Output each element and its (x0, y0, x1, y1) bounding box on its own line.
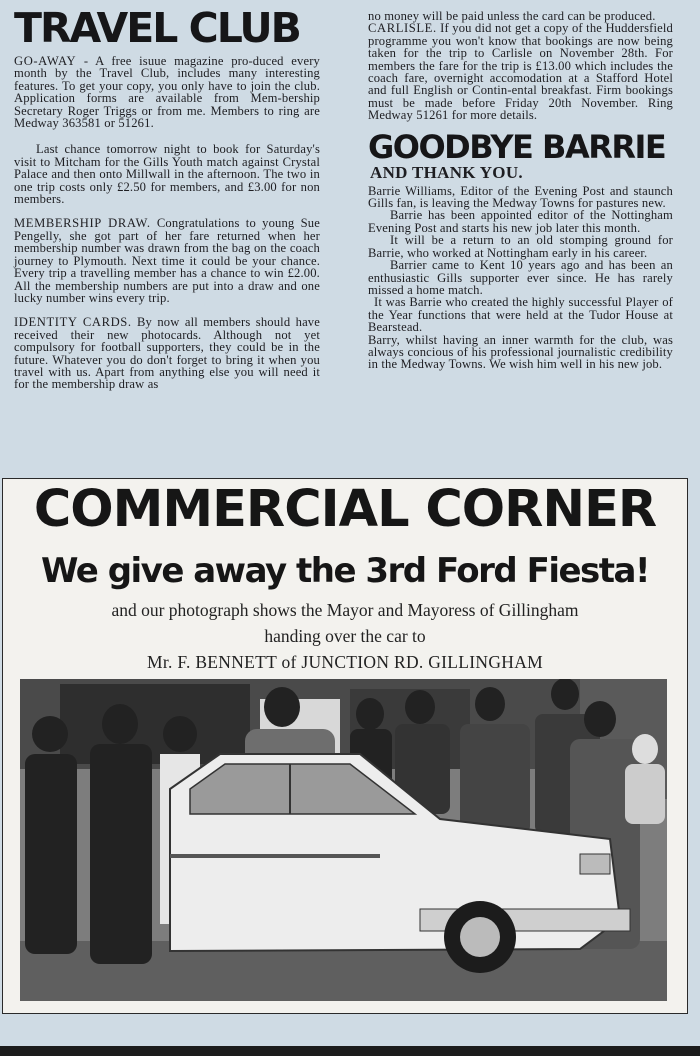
barrie-paragraph-3: It will be a return to an old stomping ground for Barrie, who worked at Nottingham early in his career. (368, 233, 673, 260)
goodbye-barrie-heading: GOODBYE BARRIE (368, 127, 666, 166)
identity-cards-text: By now all members should have received their new photocards. Although not yet compulsory for football supporters, they could be in the future. Whatever you do don't forget to bring it when you travel with us. Apart from anything else you will need it for the membership draw as (14, 315, 320, 392)
barrie-paragraph-2: Barrie has been appointed editor of the Nottingham Evening Post and starts his new job later this month. (368, 208, 673, 235)
photo-caption-line-1: and our photograph shows the Mayor and Mayoress of Gillingham (111, 600, 579, 620)
car-handover-photo (20, 679, 667, 1001)
travel-club-column (14, 6, 320, 399)
continued-paragraph: no money will be paid unless the card can be produced. (368, 9, 656, 23)
photo-caption-line-2: handing over the car to (264, 626, 426, 646)
membership-draw-paragraph (14, 217, 320, 304)
goaway-lead: GO-AWAY (14, 54, 77, 68)
barrie-paragraph-5: It was Barrie who created the highly successful Player of the Year functions that were held at the Tudor House at Bearstead. (368, 295, 673, 335)
identity-cards-paragraph (14, 316, 320, 390)
commercial-corner-heading: COMMERCIAL CORNER (33, 480, 657, 539)
travel-club-heading: TRAVEL CLUB (14, 4, 300, 52)
bottom-strip (0, 1046, 700, 1056)
fiesta-subheading: We give away the 3rd Ford Fiesta! (41, 551, 649, 591)
commercial-corner-box (2, 478, 688, 1014)
last-chance-paragraph: Last chance tomorrow night to book for Saturday's visit to Mitcham for the Gills Youth match against Crystal Palace and then onto Millwall in the afternoon. The two in one trip costs only £2.50 for members, and £3.00 for non members. (14, 142, 320, 207)
carlisle-paragraph (368, 22, 673, 121)
goaway-text: - A free isuue magazine pro-duced every month by the Travel Club, includes many interesting features. To get your copy, you only have to join the club. Application forms are available from Mem-bership Secretary Roger Triggs or from me. Members to ring are Medway 363581 or 51261. (14, 54, 320, 131)
barrie-paragraph-6: Barry, whilst having an inner warmth for the club, was always concious of his professional journalistic credibility in the Medway Towns. We wish him well in his new job. (368, 332, 673, 372)
right-column (368, 10, 673, 371)
goaway-paragraph (14, 55, 320, 129)
photo-caption-line-3: Mr. F. BENNETT of JUNCTION RD. GILLINGHAM (146, 652, 544, 672)
car-handover-photo-drawing (20, 679, 667, 1001)
barrie-paragraph-1: Barrie Williams, Editor of the Evening Post and staunch Gills fan, is leaving the Medway Towns for pastures new. (368, 183, 673, 211)
identity-cards-lead: IDENTITY CARDS. (14, 315, 132, 330)
carlisle-text: If you did not get a copy of the Huddersfield programme you won't know that bookings are now being taken for the trip to Carlisle on November 28th. For members the fare for the trip is £13.00 which includes the coach fare, overnight accomodation at a Stafford Hotel and full English or Contin-ental breakfast. Firm bookings must be made before Friday 20th November. Ring Medway 51261 for more details. (368, 21, 673, 123)
membership-draw-text: Congratulations to young Sue Pengelly, she got part of her fare returned when her membership number was drawn from the bag on the coach journey to Plymouth. Next time it could be your chance. Every trip a travelling member has a chance to win £2.00. All the membership numbers are put into a draw and one lucky number wins every trip. (14, 216, 320, 305)
carlisle-lead: CARLISLE. (368, 21, 437, 36)
thank-you-subheading: AND THANK YOU. (370, 162, 523, 182)
barrie-paragraph-4: Barrier came to Kent 10 years ago and has been an enthusiastic Gills supporter ever since. He has rarely missed a home match. (368, 258, 673, 297)
membership-draw-lead: MEMBERSHIP DRAW. (14, 216, 151, 231)
